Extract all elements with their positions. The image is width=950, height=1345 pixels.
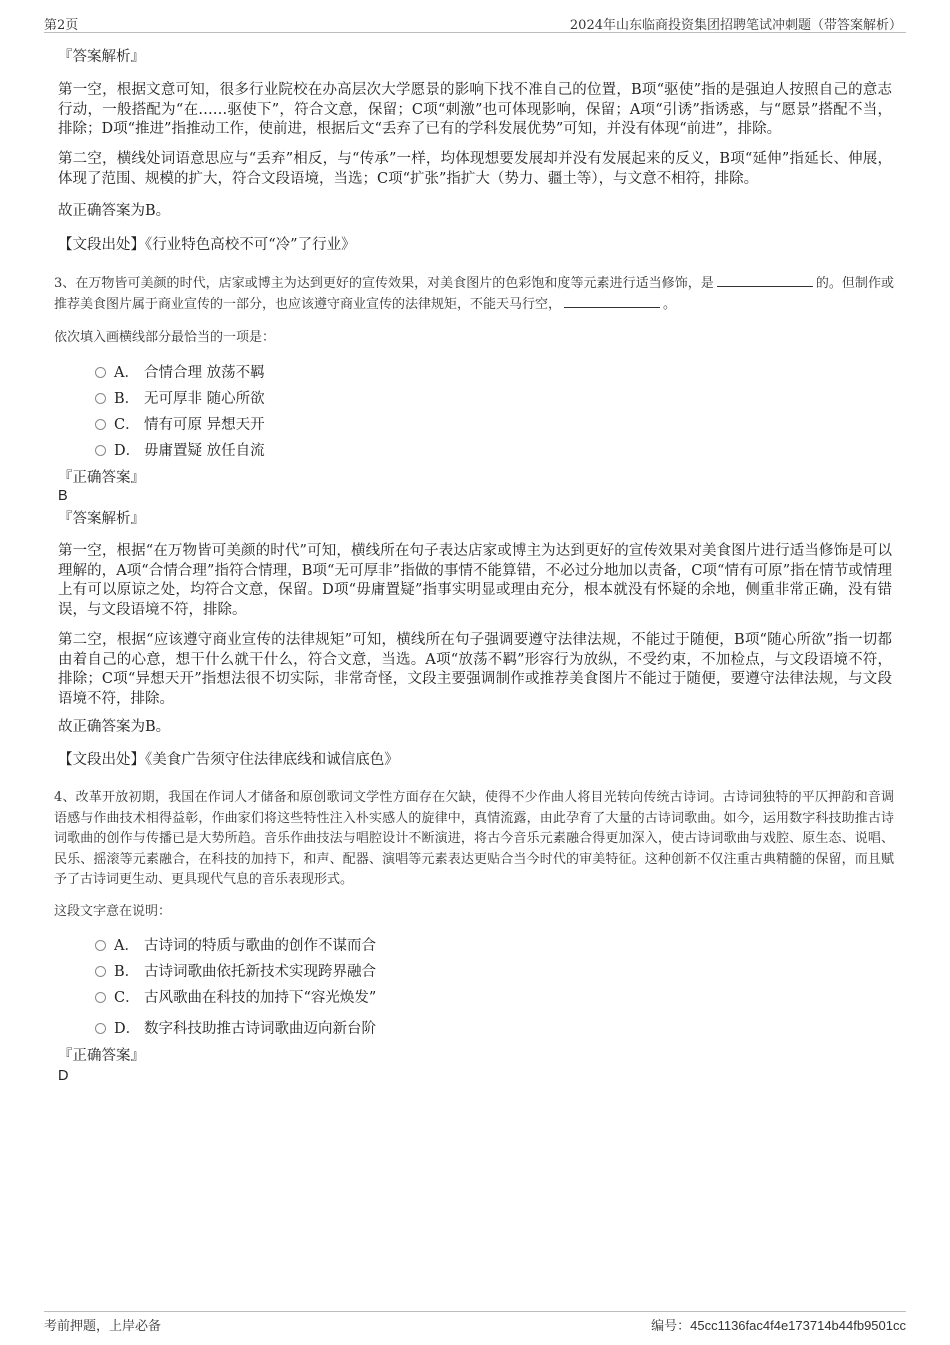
q3-conclusion: 故正确答案为B。: [58, 719, 171, 735]
page-footer: [44, 1311, 906, 1336]
radio-icon[interactable]: [95, 1023, 106, 1034]
q3-source: 【文段出处】《美食广告须守住法律底线和诚信底色》: [58, 752, 399, 768]
document-code: 编号：45cc1136fac4f4e173714b44fb9501cc: [651, 1318, 906, 1334]
q3-option-d[interactable]: D． 毋庸置疑 放任自流: [95, 440, 265, 462]
fill-blank-1: [717, 274, 813, 287]
radio-icon[interactable]: [95, 966, 106, 977]
q2-source: 【文段出处】《行业特色高校不可“冷”了行业》: [58, 237, 356, 253]
footer-slogan: 考前押题，上岸必备: [44, 1319, 162, 1334]
radio-icon[interactable]: [95, 940, 106, 951]
radio-icon[interactable]: [95, 419, 106, 430]
radio-icon[interactable]: [95, 367, 106, 378]
q3-analysis-label: 『答案解析』: [58, 511, 145, 527]
q3-analysis-para1: 第一空，根据“在万物皆可美颜的时代”可知，横线所在句子表达店家或博主为达到更好的宣传效果对美食图片进行适当修饰是可以理解的，A项“合情合理”指符合情理，B项“无可厚非”指做的事情不能算错，不必过分地加以责备，C项“情有可原”指在情节或情理上有可以原谅之处，均符合文意，保留。D项“毋庸置疑”指事实明显或理由充分，根本就没有怀疑的余地，侧重非常正确，没有错误，与文段语境不符，排除。: [58, 543, 892, 618]
q4-prompt: 这段文字意在说明：: [54, 904, 172, 919]
q3-stem: 3、在万物皆可美颜的时代，店家或博主为达到更好的宣传效果，对美食图片的色彩饱和度等元素进行适当修饰，是 的。但制作或推荐美食图片属于商业宣传的一部分，也应该遵守商业宣传的法律规矩，不能天马行空， 。: [54, 276, 894, 312]
q4-option-d[interactable]: D． 数字科技助推古诗词歌曲迈向新台阶: [95, 1018, 376, 1040]
radio-icon[interactable]: [95, 992, 106, 1003]
q3-answer-label: 『正确答案』: [58, 470, 145, 486]
q4-stem: 4、改革开放初期，我国在作词人才储备和原创歌词文学性方面存在欠缺，使得不少作曲人将目光转向传统古诗词。古诗词独特的平仄押韵和音调语感与作曲技术相得益彰，作曲家们将这些特性注入朴实感人的旋律中，真情流露，由此孕育了大量的古诗词歌曲。如今，运用数字科技助推古诗词歌曲的创作与传播已是大势所趋。音乐作曲技法与唱腔设计不断演进，将古今音乐元素融合得更加深入，使古诗词歌曲与戏腔、原生态、说唱、民乐、摇滚等元素融合，在科技的加持下，和声、配器、演唱等元素表达更贴合当今时代的审美特征。这种创新不仅注重古典精髓的保留，而且赋予了古诗词更生动、更具现代气息的音乐表现形式。: [54, 790, 894, 887]
q2-analysis-label: 『答案解析』: [58, 49, 145, 65]
page-number: 第2页: [44, 18, 79, 33]
q3-prompt: 依次填入画横线部分最恰当的一项是：: [54, 330, 276, 345]
page-header: [44, 12, 906, 33]
q4-answer: D: [58, 1068, 69, 1084]
radio-icon[interactable]: [95, 393, 106, 404]
q2-analysis-para1: 第一空，根据文意可知，很多行业院校在办高层次大学愿景的影响下找不准自己的位置，B项“驱使”指的是强迫人按照自己的意志行动，一般搭配为“在……驱使下”，符合文意，保留；C项“刺激”也可体现影响，保留；A项“引诱”指诱惑，与“愿景”搭配不当，排除；D项“推进”指推动工作，使前进，根据后文“丢弃了已有的学科发展优势”可知，并没有体现“前进”，排除。: [58, 82, 892, 137]
q3-option-b[interactable]: B． 无可厚非 随心所欲: [95, 388, 265, 410]
q3-option-c[interactable]: C． 情有可原 异想天开: [95, 414, 265, 436]
q3-answer: B: [58, 488, 68, 504]
q4-option-a[interactable]: A． 古诗词的特质与歌曲的创作不谋而合: [95, 935, 376, 957]
fill-blank-2: [564, 295, 660, 308]
q4-answer-label: 『正确答案』: [58, 1048, 145, 1064]
q2-analysis-para2: 第二空，横线处词语意思应与“丢弃”相反，与“传承”一样，均体现想要发展却并没有发展起来的反义，B项“延伸”指延长、伸展，体现了范围、规模的扩大，符合文段语境，当选；C项“扩张”指扩大（势力、疆土等），与文意不相符，排除。: [58, 151, 892, 187]
q2-conclusion: 故正确答案为B。: [58, 203, 171, 219]
q3-option-a[interactable]: A． 合情合理 放荡不羁: [95, 362, 265, 384]
q4-option-b[interactable]: B． 古诗词歌曲依托新技术实现跨界融合: [95, 961, 376, 983]
document-title: 2024年山东临商投资集团招聘笔试冲刺题（带答案解析）: [569, 18, 902, 33]
q4-option-c[interactable]: C． 古风歌曲在科技的加持下“容光焕发”: [95, 987, 376, 1009]
radio-icon[interactable]: [95, 445, 106, 456]
q3-analysis-para2: 第二空，根据“应该遵守商业宣传的法律规矩”可知，横线所在句子强调要遵守法律法规，不能过于随便，B项“随心所欲”指一切都由着自己的心意，想干什么就干什么，符合文意，当选。A项“放荡不羁”形容行为放纵，不受约束，不加检点，与文段语境不符，排除；C项“异想天开”指想法很不切实际，非常奇怪，文段主要强调制作或推荐美食图片不能过于随便，要遵守法律法规，与文段语境不符，排除。: [58, 632, 892, 707]
